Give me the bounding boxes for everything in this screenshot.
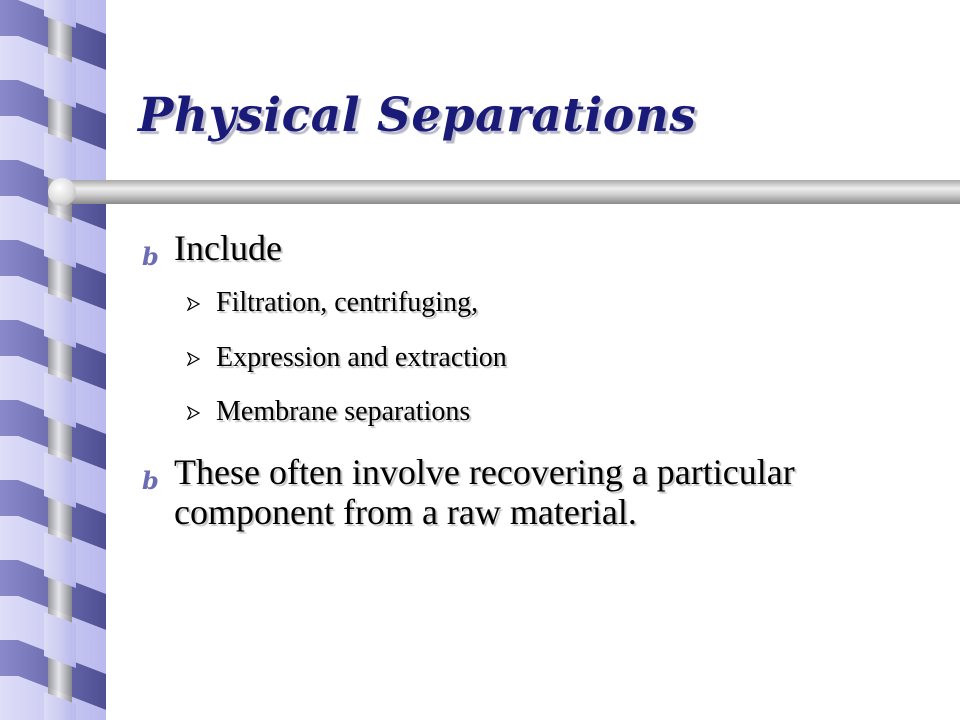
b-glyph-bullet-icon: b <box>142 466 159 495</box>
sub-bullet-item <box>186 287 478 319</box>
title-underline-bar <box>62 180 960 204</box>
sub-bullet-text: Membrane separations <box>216 396 471 427</box>
arrowhead-bullet-icon <box>186 406 200 420</box>
b-glyph-bullet-icon: b <box>142 242 159 271</box>
slide-title: Physical Separations <box>138 88 697 143</box>
bullet-item-recovering <box>142 452 942 532</box>
bar-end-knob <box>48 178 76 206</box>
ribbon-bands <box>0 0 106 720</box>
bullet-text: These often involve recovering a particular component from a raw material. <box>174 452 795 532</box>
sub-bullet-item <box>186 342 507 374</box>
arrowhead-bullet-icon <box>186 297 200 311</box>
sub-bullet-text: Expression and extraction <box>216 342 507 373</box>
sub-bullet-item <box>186 396 470 428</box>
bullet-text: Include <box>174 228 282 268</box>
sub-bullet-text: Filtration, centrifuging, <box>216 287 479 318</box>
ribbon-pole <box>48 0 72 720</box>
twisted-ribbon-decoration <box>0 0 110 720</box>
bullet-item-include <box>142 228 282 271</box>
arrowhead-bullet-icon <box>186 352 200 366</box>
